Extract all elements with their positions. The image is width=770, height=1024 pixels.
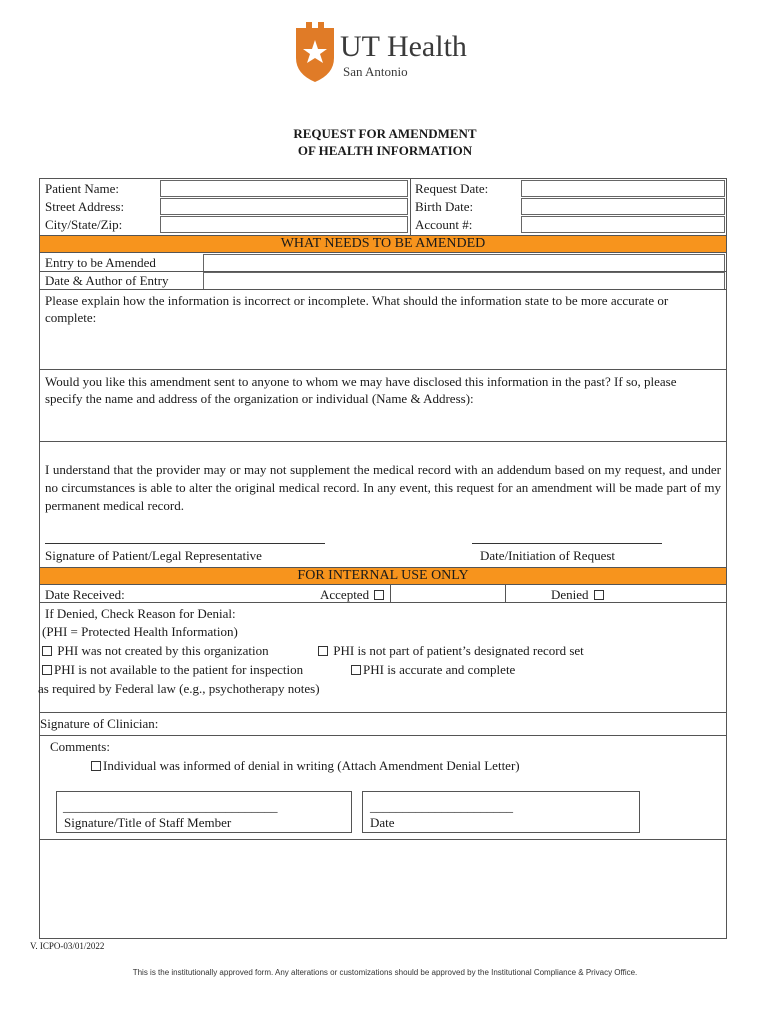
denied-checkbox[interactable]: [594, 590, 604, 600]
explain-input[interactable]: [41, 330, 725, 368]
staff-signature-label: Signature/Title of Staff Member: [64, 815, 232, 830]
footer-note: This is the institutionally approved form. Any alterations or customizations should be approved by the Institutional Compliance & Privacy Office.: [132, 968, 638, 977]
reason-federal-law: as required by Federal law (e.g., psychotherapy notes): [38, 681, 320, 696]
reason-not-part[interactable]: [316, 643, 584, 658]
divider: [390, 584, 391, 603]
date-author-input[interactable]: [203, 272, 725, 290]
reason-accurate[interactable]: [349, 662, 515, 677]
request-date-line[interactable]: [472, 543, 662, 544]
explain-prompt: Please explain how the information is incorrect or incomplete. What should the information state to be more accurate or complete:: [45, 293, 669, 325]
account-input[interactable]: [521, 216, 725, 233]
amend-section-header: WHAT NEEDS TO BE AMENDED: [39, 235, 727, 253]
patient-name-label: Patient Name:: [45, 181, 120, 196]
denial-reason-label: If Denied, Check Reason for Denial:: [45, 606, 236, 621]
street-address-input[interactable]: [160, 198, 408, 215]
denied-option[interactable]: [551, 587, 606, 602]
version-label: V. ICPO-03/01/2022: [30, 941, 105, 951]
internal-section-header: FOR INTERNAL USE ONLY: [39, 567, 727, 585]
disclosure-prompt: Would you like this amendment sent to anyone to whom we may have disclosed this information in the past? If so, please specify the name and address of the organization or individual (Name & Address):: [45, 374, 677, 406]
divider: [505, 584, 506, 603]
date-author-label: Date & Author of Entry: [45, 273, 169, 288]
denied-label: Denied: [551, 587, 589, 602]
accepted-label: Accepted: [320, 587, 370, 602]
divider: [39, 369, 727, 370]
reason-not-part-checkbox[interactable]: [318, 646, 328, 656]
reason-not-available-label: PHI is not available to the patient for inspection: [54, 662, 304, 677]
street-address-label: Street Address:: [45, 199, 125, 214]
city-state-zip-label: City/State/Zip:: [45, 217, 123, 232]
disclosure-input[interactable]: [41, 410, 725, 440]
reason-accurate-checkbox[interactable]: [351, 665, 361, 675]
divider: [39, 289, 727, 290]
staff-signature-line: _________________________________: [63, 799, 278, 814]
reason-not-part-label: PHI is not part of patient’s designated record set: [333, 643, 584, 658]
reason-not-created-label: PHI was not created by this organization: [57, 643, 269, 658]
informed-option[interactable]: [89, 758, 520, 773]
org-name: UT Health: [340, 30, 467, 63]
reason-not-created-checkbox[interactable]: [42, 646, 52, 656]
staff-date-line: ______________________: [370, 799, 513, 814]
entry-to-amend-input[interactable]: [203, 254, 725, 272]
reason-accurate-label: PHI is accurate and complete: [363, 662, 516, 677]
shield-star-icon: [292, 18, 338, 82]
birth-date-input[interactable]: [521, 198, 725, 215]
acknowledgement-text: I understand that the provider may or may not supplement the medical record with an addendum based on my request, and under no circumstances is able to alter the original medical record. In any event, this request for an amendment will be made part of my permanent medical record.: [45, 462, 721, 513]
date-received-label: Date Received:: [45, 587, 125, 602]
ut-health-logo: [292, 18, 482, 84]
patient-signature-line[interactable]: [45, 543, 325, 544]
patient-signature-label: Signature of Patient/Legal Representative: [45, 548, 262, 563]
clinician-signature-label: Signature of Clinician:: [40, 716, 159, 731]
request-date-input[interactable]: [521, 180, 725, 197]
org-sub: San Antonio: [343, 64, 408, 79]
birth-date-label: Birth Date:: [415, 199, 474, 214]
informed-label: Individual was informed of denial in writing (Attach Amendment Denial Letter): [103, 758, 520, 773]
accepted-option[interactable]: [320, 587, 386, 602]
title-line-2: OF HEALTH INFORMATION: [297, 143, 473, 158]
phi-definition: (PHI = Protected Health Information): [42, 624, 238, 639]
patient-name-input[interactable]: [160, 180, 408, 197]
reason-not-available-checkbox[interactable]: [42, 665, 52, 675]
title-line-1: REQUEST FOR AMENDMENT: [293, 126, 477, 141]
city-state-zip-input[interactable]: [160, 216, 408, 233]
request-date-label: Request Date:: [415, 181, 489, 196]
notes-area[interactable]: [39, 839, 727, 939]
informed-checkbox[interactable]: [91, 761, 101, 771]
accepted-checkbox[interactable]: [374, 590, 384, 600]
staff-date-label: Date: [370, 815, 395, 830]
reason-not-created[interactable]: [40, 643, 269, 658]
request-date-sig-label: Date/Initiation of Request: [480, 548, 616, 563]
comments-label: Comments:: [50, 739, 110, 754]
form-title: [0, 125, 770, 159]
reason-not-available[interactable]: [40, 662, 303, 677]
entry-to-amend-label: Entry to be Amended: [45, 255, 156, 270]
divider: [39, 441, 727, 442]
account-label: Account #:: [415, 217, 473, 232]
divider: [410, 178, 411, 236]
